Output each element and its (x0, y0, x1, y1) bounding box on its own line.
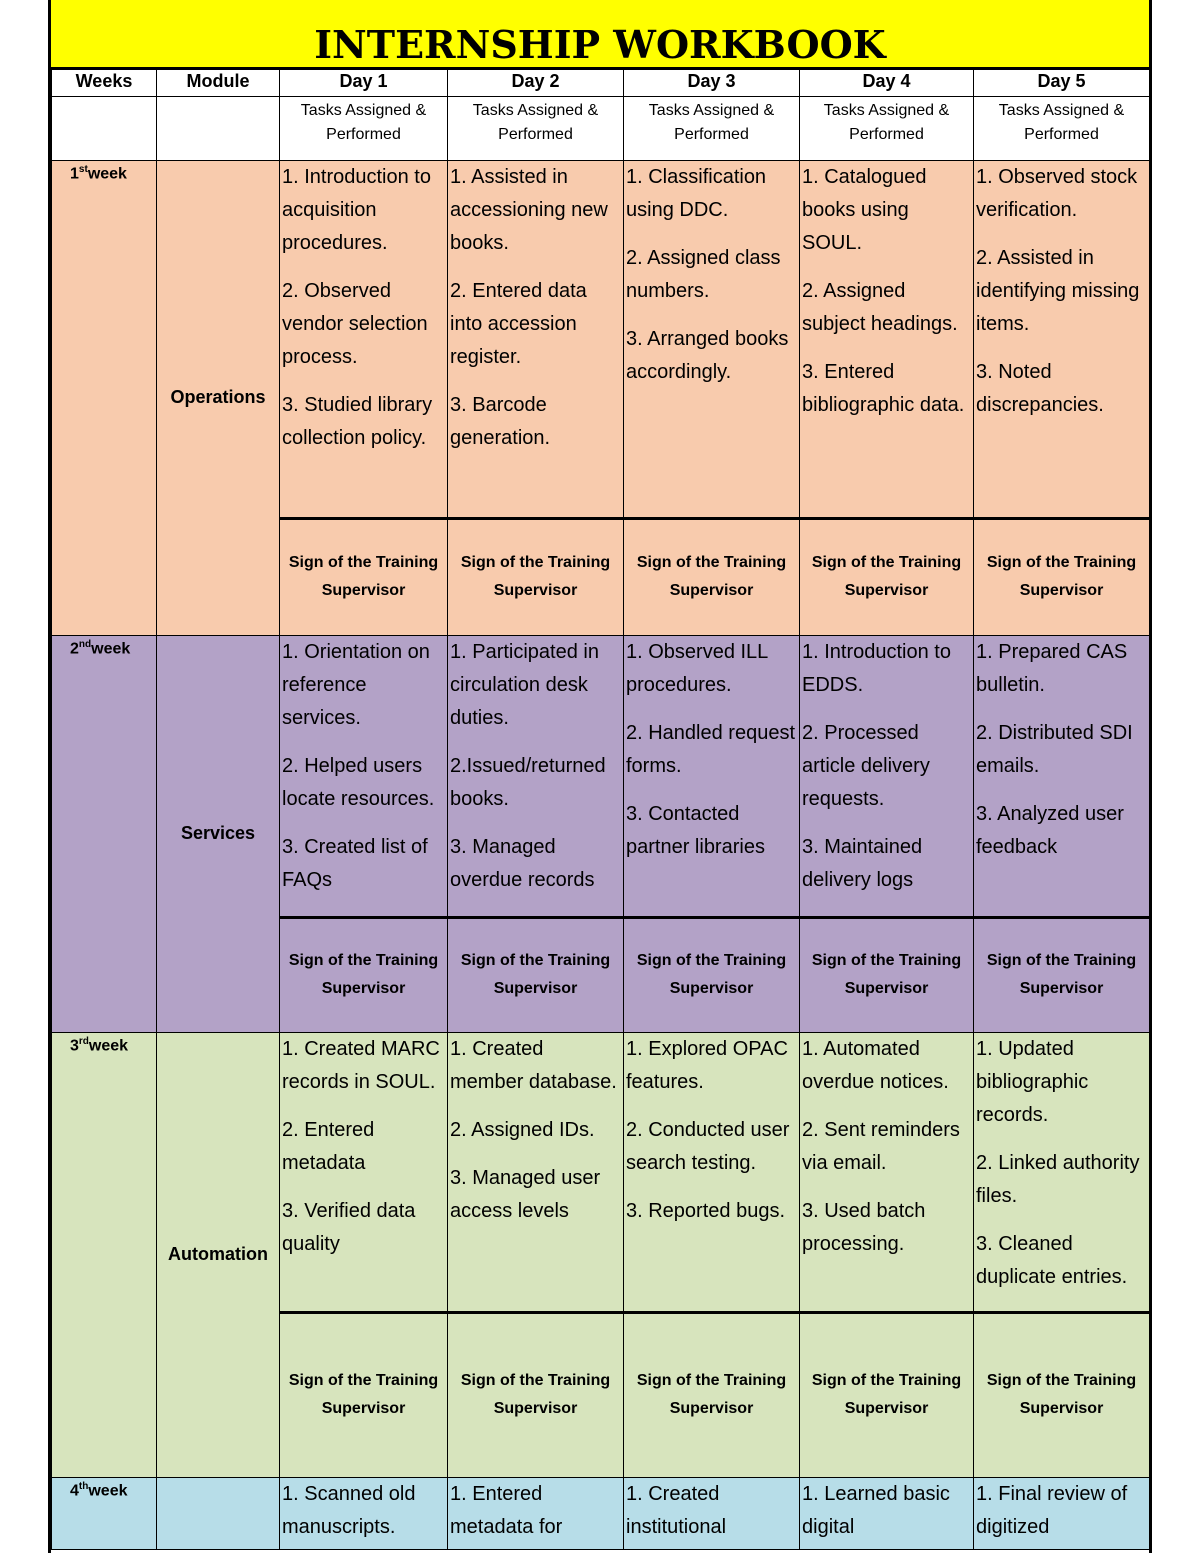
header-day-5: Day 5 (974, 70, 1150, 96)
task-item: 1. Prepared CAS bulletin. (976, 640, 1128, 696)
task-item: 2. Conducted user search testing. (626, 1118, 790, 1174)
supervisor-sign-field[interactable]: Sign of the Training Supervisor (800, 917, 974, 1032)
day-5-tasks (974, 1477, 1150, 1549)
subheader-day-4: Tasks Assigned & Performed (800, 96, 974, 160)
page-title: INTERNSHIP WORKBOOK (314, 22, 886, 67)
task-item: 2. Handled request forms. (626, 721, 796, 777)
header-module: Module (157, 70, 280, 96)
task-item: 3. Barcode generation. (450, 393, 551, 449)
supervisor-sign-field[interactable]: Sign of the Training Supervisor (800, 1312, 974, 1477)
week-ordinal: th (78, 1480, 89, 1492)
week-1-tasks-row (52, 160, 1150, 518)
header-day-1: Day 1 (280, 70, 448, 96)
week-ordinal: nd (78, 638, 92, 650)
header-row (52, 70, 1150, 96)
week-4-tasks-row (52, 1477, 1150, 1549)
day-1-tasks (280, 1477, 448, 1549)
subheader-day-5: Tasks Assigned & Performed (974, 96, 1150, 160)
task-item: 1. Automated overdue notices. (802, 1037, 949, 1093)
task-item: 1. Introduction to EDDS. (802, 640, 951, 696)
supervisor-sign-field[interactable]: Sign of the Training Supervisor (280, 917, 448, 1032)
subheader-day-1: Tasks Assigned & Performed (280, 96, 448, 160)
module-name: Services (157, 635, 280, 1032)
task-item: 2.Issued/returned books. (450, 754, 606, 810)
week-ordinal: st (78, 163, 88, 175)
day-1-tasks (280, 160, 448, 518)
supervisor-sign-field[interactable]: Sign of the Training Supervisor (974, 917, 1150, 1032)
task-item: 2. Entered data into accession register. (450, 279, 587, 368)
task-item: 3. Arranged books accordingly. (626, 327, 789, 383)
module-name: Operations (157, 160, 280, 635)
day-5-tasks (974, 160, 1150, 518)
day-1-tasks (280, 635, 448, 917)
day-2-tasks (448, 160, 624, 518)
task-item: 1. Orientation on reference services. (282, 640, 430, 729)
day-4-tasks (800, 1032, 974, 1312)
supervisor-sign-field[interactable]: Sign of the Training Supervisor (624, 1312, 800, 1477)
task-item: 1. Scanned old manuscripts. (282, 1482, 416, 1538)
day-3-tasks (624, 160, 800, 518)
task-item: 1. Introduction to acquisition procedures. (282, 165, 431, 254)
day-3-tasks (624, 1032, 800, 1312)
task-item: 2. Processed article delivery requests. (802, 721, 930, 810)
supervisor-sign-field[interactable]: Sign of the Training Supervisor (624, 518, 800, 635)
task-item: 1. Learned basic digital (802, 1482, 950, 1538)
task-item: 2. Assigned subject headings. (802, 279, 958, 335)
week-3-tasks-row (52, 1032, 1150, 1312)
supervisor-sign-field[interactable]: Sign of the Training Supervisor (448, 1312, 624, 1477)
task-item: 2. Linked authority files. (976, 1151, 1140, 1207)
task-item: 1. Entered metadata for (450, 1482, 563, 1538)
day-4-tasks (800, 160, 974, 518)
task-item: 1. Classification using DDC. (626, 165, 767, 221)
task-item: 1. Created institutional (626, 1482, 727, 1538)
task-item: 2. Assisted in identifying missing items. (976, 246, 1140, 335)
task-item: 1. Created member database. (450, 1037, 617, 1093)
day-1-tasks (280, 1032, 448, 1312)
task-item: 1. Created MARC records in SOUL. (282, 1037, 440, 1093)
task-item: 3. Verified data quality (282, 1199, 416, 1255)
subheader-row (52, 96, 1150, 160)
day-5-tasks (974, 1032, 1150, 1312)
day-2-tasks (448, 1032, 624, 1312)
task-item: 1. Observed ILL procedures. (626, 640, 768, 696)
task-item: 1. Participated in circulation desk duties. (450, 640, 599, 729)
task-item: 2. Distributed SDI emails. (976, 721, 1133, 777)
week-word: week (88, 1481, 128, 1499)
task-item: 3. Studied library collection policy. (282, 393, 433, 449)
task-item: 3. Noted discrepancies. (976, 360, 1104, 416)
supervisor-sign-field[interactable]: Sign of the Training Supervisor (800, 518, 974, 635)
task-item: 2. Assigned class numbers. (626, 246, 781, 302)
week-2-tasks-row (52, 635, 1150, 917)
supervisor-sign-field[interactable]: Sign of the Training Supervisor (448, 917, 624, 1032)
task-item: 3. Used batch processing. (802, 1199, 926, 1255)
supervisor-sign-field[interactable]: Sign of the Training Supervisor (448, 518, 624, 635)
supervisor-sign-field[interactable]: Sign of the Training Supervisor (624, 917, 800, 1032)
task-item: 3. Managed overdue records (450, 835, 595, 891)
week-word: week (87, 164, 127, 182)
module-name: Automation (157, 1032, 280, 1477)
task-item: 3. Maintained delivery logs (802, 835, 923, 891)
title-bar (51, 0, 1149, 70)
day-4-tasks (800, 635, 974, 917)
task-item: 2. Entered metadata (282, 1118, 375, 1174)
supervisor-sign-field[interactable]: Sign of the Training Supervisor (974, 518, 1150, 635)
task-item: 3. Managed user access levels (450, 1166, 601, 1222)
task-item: 3. Cleaned duplicate entries. (976, 1232, 1128, 1288)
task-item: 1. Assisted in accessioning new books. (450, 165, 608, 254)
task-item: 1. Final review of digitized (976, 1482, 1128, 1538)
module-name (157, 1477, 280, 1549)
task-item: 2. Sent reminders via email. (802, 1118, 960, 1174)
week-label (52, 160, 157, 635)
supervisor-sign-field[interactable]: Sign of the Training Supervisor (280, 1312, 448, 1477)
day-3-tasks (624, 1477, 800, 1549)
day-2-tasks (448, 635, 624, 917)
supervisor-sign-field[interactable]: Sign of the Training Supervisor (280, 518, 448, 635)
task-item: 3. Contacted partner libraries (626, 802, 765, 858)
task-item: 1. Catalogued books using SOUL. (802, 165, 927, 254)
task-item: 3. Analyzed user feedback (976, 802, 1124, 858)
workbook-page (48, 0, 1152, 1553)
subheader-day-3: Tasks Assigned & Performed (624, 96, 800, 160)
task-item: 1. Updated bibliographic records. (976, 1037, 1089, 1126)
week-ordinal: rd (78, 1035, 89, 1047)
task-item: 3. Reported bugs. (626, 1199, 785, 1222)
task-item: 2. Assigned IDs. (450, 1118, 595, 1141)
header-weeks: Weeks (52, 70, 157, 96)
task-item: 3. Created list of FAQs (282, 835, 428, 891)
week-number: 1 (70, 164, 79, 182)
week-label (52, 1477, 157, 1549)
day-5-tasks (974, 635, 1150, 917)
task-item: 3. Entered bibliographic data. (802, 360, 965, 416)
task-item: 1. Explored OPAC features. (626, 1037, 788, 1093)
header-day-3: Day 3 (624, 70, 800, 96)
day-2-tasks (448, 1477, 624, 1549)
day-4-tasks (800, 1477, 974, 1549)
task-item: 2. Helped users locate resources. (282, 754, 435, 810)
supervisor-sign-field[interactable]: Sign of the Training Supervisor (974, 1312, 1150, 1477)
week-word: week (88, 1036, 129, 1054)
week-label (52, 1032, 157, 1477)
week-word: week (91, 639, 131, 657)
week-number: 3 (70, 1036, 79, 1054)
header-day-4: Day 4 (800, 70, 974, 96)
subheader-day-2: Tasks Assigned & Performed (448, 96, 624, 160)
task-item: 1. Observed stock verification. (976, 165, 1138, 221)
week-label (52, 635, 157, 1032)
header-day-2: Day 2 (448, 70, 624, 96)
week-number: 2 (70, 639, 79, 657)
task-item: 2. Observed vendor selection process. (282, 279, 428, 368)
day-3-tasks (624, 635, 800, 917)
week-number: 4 (70, 1481, 79, 1499)
workbook-table (51, 70, 1150, 1550)
